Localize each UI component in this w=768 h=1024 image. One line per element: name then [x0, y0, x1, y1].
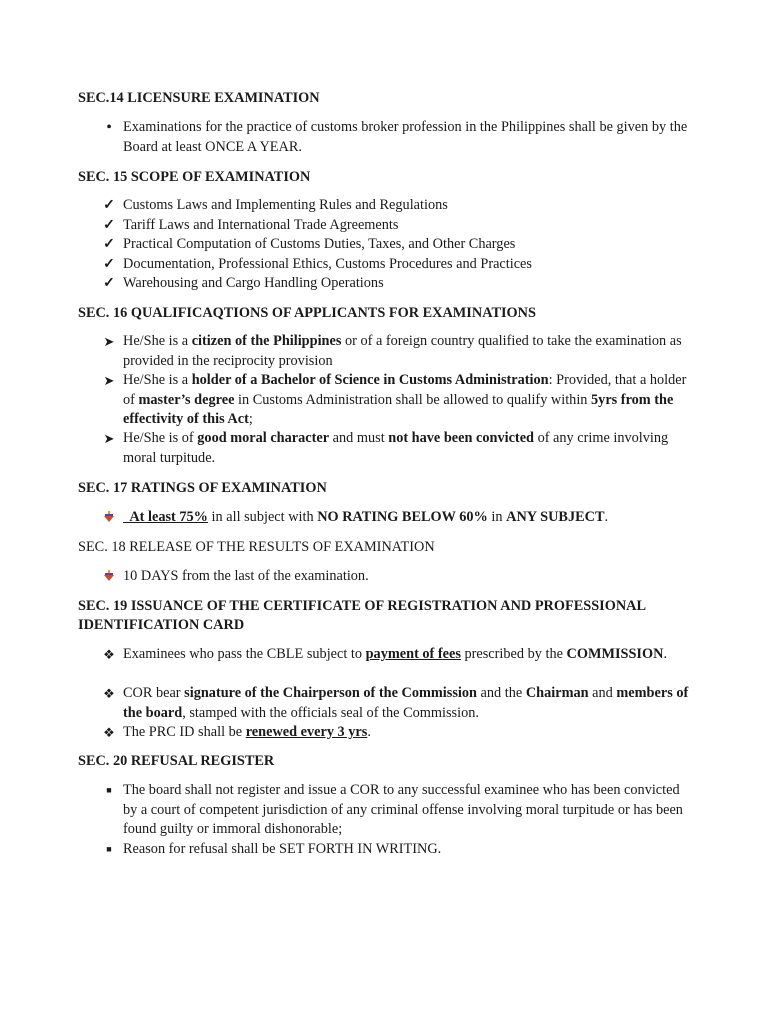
item-text: COR bear signature of the Chairperson of the Commission and the Chairman and members of the board, stamped with the officials seal of the Commission.: [123, 685, 689, 721]
four-diamond-bullet-icon: ❖: [103, 647, 115, 662]
section-17-heading: SEC. 17 RATINGS OF EXAMINATION: [78, 480, 327, 496]
check-mark-icon: ✓: [103, 198, 115, 213]
item-text: Reason for refusal shall be SET FORTH IN WRITING.: [123, 841, 442, 857]
section-18-heading: SEC. 18 RELEASE OF THE RESULTS OF EXAMINATION: [78, 539, 435, 555]
item-text: Customs Laws and Implementing Rules and Regulations: [123, 197, 448, 213]
item-text: Practical Computation of Customs Duties, Taxes, and Other Charges: [123, 236, 516, 252]
four-diamond-bullet-icon: ❖: [103, 725, 115, 740]
check-mark-icon: ✓: [103, 237, 115, 252]
item-text: Documentation, Professional Ethics, Customs Procedures and Practices: [123, 255, 532, 272]
item-text: At least 75% in all subject with NO RATING BELOW 60% in ANY SUBJECT.: [123, 509, 609, 525]
check-mark-icon: ✓: [103, 217, 115, 233]
arrowhead-icon: ➤: [103, 334, 115, 349]
section-14-heading: SEC.14 LICENSURE EXAMINATION: [78, 90, 320, 106]
item-text: Examinees who pass the CBLE subject to payment of fees prescribed by the COMMISSION.: [123, 646, 668, 662]
arrowhead-icon: ➤: [103, 373, 115, 388]
square-bullet-icon: ■: [106, 785, 112, 795]
check-mark-icon: ✓: [103, 276, 115, 291]
item-text: Tariff Laws and International Trade Agreements: [123, 216, 399, 233]
item-text: Warehousing and Cargo Handling Operations: [123, 275, 384, 291]
section-20-heading: SEC. 20 REFUSAL REGISTER: [78, 753, 275, 769]
round-bullet-icon: •: [106, 119, 112, 136]
section-16-heading: SEC. 16 QUALIFICAQTIONS OF APPLICANTS FOR EXAMINATIONS: [78, 305, 536, 321]
section-15-heading: SEC. 15 SCOPE OF EXAMINATION: [78, 169, 311, 185]
item-text: He/She is of good moral character and must not have been convicted of any crime involving moral turpitude.: [123, 430, 669, 466]
item-text: The board shall not register and issue a COR to any successful examinee who has been convicted by a court of competent jurisdiction of any criminal offense involving moral turpitude or has been found guilty or immoral dishonorable;: [123, 782, 683, 837]
item-text: The PRC ID shall be renewed every 3 yrs.: [123, 724, 371, 740]
check-mark-icon: ✓: [103, 256, 115, 272]
section-19-heading: SEC. 19 ISSUANCE OF THE CERTIFICATE OF REGISTRATION AND PROFESSIONAL IDENTIFICATION CARD: [78, 598, 646, 633]
square-bullet-icon: ■: [106, 844, 112, 854]
arrowhead-icon: ➤: [103, 431, 115, 446]
item-text: 10 DAYS from the last of the examination.: [123, 568, 369, 584]
item-text: He/She is a citizen of the Philippines or of a foreign country qualified to take the examination as provided in the reciprocity provision: [123, 333, 682, 369]
colored-pin-bullet-icon: [100, 567, 118, 589]
four-diamond-bullet-icon: ❖: [103, 686, 115, 701]
item-text: He/She is a holder of a Bachelor of Science in Customs Administration: Provided, that a holder of master’s degree in Customs Administration shall be allowed to qualify within 5yrs from the effectivity of this Act;: [123, 372, 687, 427]
colored-pin-bullet-icon: [100, 508, 118, 530]
item-text: Examinations for the practice of customs broker profession in the Philippines shall be given by the Board at least ONCE A YEAR.: [123, 119, 688, 155]
